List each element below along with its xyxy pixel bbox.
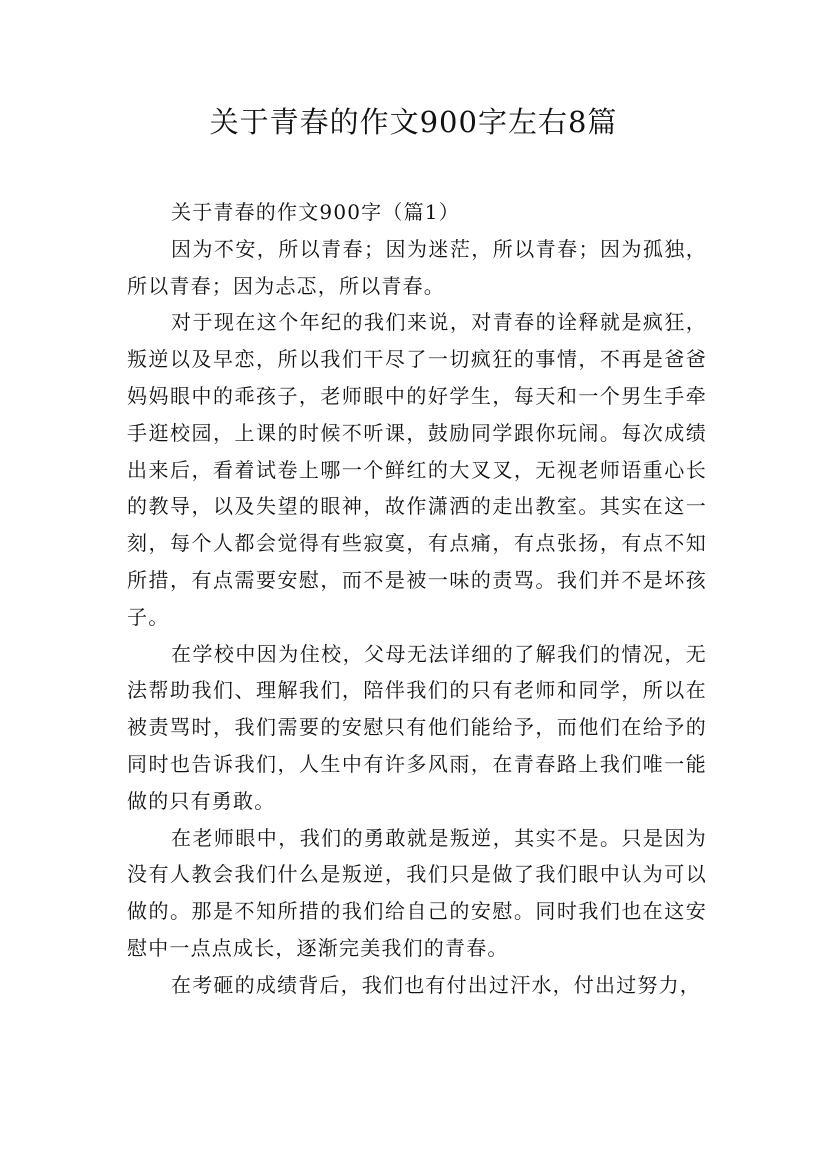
section-heading: 关于青春的作文900字（篇1） [171,200,460,224]
paragraph-4: 在老师眼中，我们的勇敢就是叛逆，其实不是。只是因为没有人教会我们什么是叛逆，我们只是做了我们眼中认为可以做的。那是不知所措的我们给自己的安慰。同时我们也在这安慰中一点点成长，逐渐完美我们的青春。 [127,825,707,960]
paragraph-3: 在学校中因为住校，父母无法详细的了解我们的情况，无法帮助我们、理解我们，陪伴我们的只有老师和同学，所以在被责骂时，我们需要的安慰只有他们能给予，而他们在给予的同时也告诉我们，人生中有许多风雨，在青春路上我们唯一能做的只有勇敢。 [127,641,707,813]
paragraph-5: 在考砸的成绩背后，我们也有付出过汗水，付出过努力， [171,972,701,997]
document-body [127,194,707,1004]
paragraph-2: 对于现在这个年纪的我们来说，对青春的诠释就是疯狂，叛逆以及早恋，所以我们干尽了一切疯狂的事情，不再是爸爸妈妈眼中的乖孩子，老师眼中的好学生，每天和一个男生手牵手逛校园，上课的时候不听课，鼓励同学跟你玩闹。每次成绩出来后，看着试卷上哪一个鲜红的大叉叉，无视老师语重心长的教导，以及失望的眼神，故作潇洒的走出教室。其实在这一刻，每个人都会觉得有些寂寞，有点痛，有点张扬，有点不知所措，有点需要安慰，而不是被一味的责骂。我们并不是坏孩子。 [127,310,707,629]
document-title: 关于青春的作文900字左右8篇 [209,105,618,139]
paragraph-1: 因为不安，所以青春；因为迷茫，所以青春；因为孤独，所以青春；因为忐忑，所以青春。 [127,236,707,298]
